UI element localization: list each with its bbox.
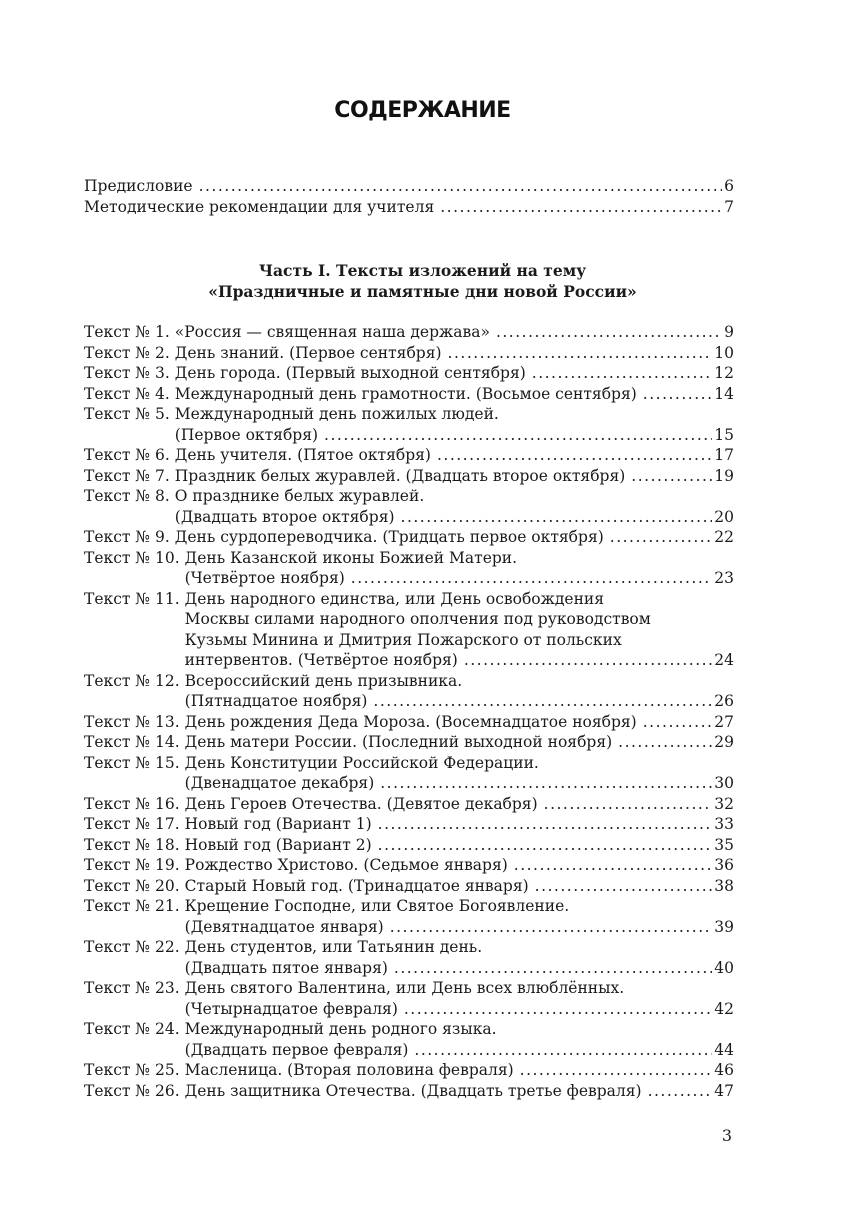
dot-leader [378, 814, 713, 835]
page-title: СОДЕРЖАНИЕ [334, 98, 511, 123]
toc-entry-number: Текст № 18. [84, 835, 180, 854]
dot-leader [440, 197, 722, 218]
toc-entry-last-line [185, 712, 734, 733]
toc-entry-title-line: Масленица. (Вторая половина февраля) [184, 1061, 514, 1079]
toc-entry [84, 855, 734, 876]
toc-entry-number: Текст № 24. [84, 1020, 180, 1038]
toc-entry-body [185, 978, 734, 1019]
toc-entry-number: Текст № 10. [84, 548, 180, 567]
toc-entry-title-line: День святого Валентина, или День всех влюблённых. [184, 979, 625, 997]
toc-entry-number: Текст № 20. [84, 876, 180, 895]
toc-entry-number: Текст № 12. [84, 671, 180, 690]
toc-entry [84, 978, 734, 1019]
toc-entry-body [175, 445, 734, 466]
toc-entry-title-line: Кузьмы Минина и Дмитрия Пожарского от польских [184, 630, 622, 649]
toc-entry [84, 753, 734, 794]
toc-entry-number: Текст № 17. [84, 815, 180, 833]
toc-entry-last-line [175, 425, 734, 446]
toc-entry [84, 363, 734, 384]
part-heading-line-2: «Праздничные и памятные дни новой России» [208, 282, 637, 301]
toc-entry-title-line: (Двенадцатое декабря) [184, 774, 375, 792]
toc-entry-number: Текст № 9. [84, 528, 170, 546]
toc-entry-body [185, 732, 734, 753]
toc-entry-body [185, 876, 734, 897]
toc-entry-last-line [185, 999, 734, 1020]
toc-page-number: 6 [724, 177, 734, 195]
toc-entry-last-line [185, 568, 734, 589]
toc-entry-number: Текст № 22. [84, 938, 180, 956]
toc-entry [84, 1019, 734, 1060]
toc-entry [84, 712, 734, 733]
toc-entry-number: Текст № 19. [84, 856, 180, 874]
dot-leader [514, 855, 712, 876]
toc-entry-number: Текст № 26. [84, 1081, 180, 1100]
toc-entry-last-line [185, 958, 734, 979]
toc-entry-title-line: Международный день родного языка. [184, 1020, 497, 1038]
toc-entry-body [185, 712, 734, 733]
toc-page-number: 33 [714, 815, 734, 833]
part-heading-line-1: Часть I. Тексты изложений на тему [258, 261, 587, 280]
toc-page-number: 22 [714, 528, 734, 546]
toc-entry-title-line: День Казанской иконы Божией Матери. [184, 548, 518, 567]
toc-page-number: 7 [724, 197, 734, 216]
toc-entry-title-line: Москвы силами народного ополчения под руководством [184, 610, 651, 628]
dot-leader [648, 1081, 713, 1102]
toc-entry-last-line [185, 732, 734, 753]
toc-entry-title-line: «Россия — священная наша держава» [174, 323, 490, 341]
toc-entry-title-line: День рождения Деда Мороза. (Восемнадцатое ноября) [184, 712, 637, 731]
toc-entry-title-line: (Четырнадцатое февраля) [184, 999, 398, 1018]
dot-leader [390, 917, 713, 938]
dot-leader [643, 384, 712, 405]
toc-intro-row [84, 197, 734, 218]
toc-entry [84, 814, 734, 835]
dot-leader [437, 445, 712, 466]
dot-leader [380, 773, 712, 794]
toc-page-number: 20 [714, 507, 734, 526]
page-number: 3 [721, 1126, 732, 1145]
dot-leader [610, 527, 713, 548]
toc-entry [84, 527, 734, 548]
toc-page-number: 19 [714, 466, 734, 485]
toc-page-number: 29 [714, 733, 734, 751]
dot-leader [618, 732, 712, 753]
toc-entry-last-line [185, 917, 734, 938]
toc-entry-last-line [185, 691, 734, 712]
dot-leader [535, 876, 713, 897]
toc-entry-last-line [185, 794, 734, 815]
toc-entry-title-line: Новый год (Вариант 2) [184, 835, 372, 854]
toc-entry-body [185, 855, 734, 876]
toc-page-number: 15 [714, 425, 734, 444]
toc-entry-title-line: (Двадцать второе октября) [174, 507, 395, 526]
toc-entry-body [185, 814, 734, 835]
dot-leader [532, 363, 712, 384]
toc-entry-number: Текст № 4. [84, 384, 170, 403]
toc-entry [84, 404, 734, 445]
toc-entry-title-line: Крещение Господне, или Святое Богоявление. [184, 897, 570, 915]
toc-page-number: 32 [714, 794, 734, 813]
toc-entry-body [175, 527, 734, 548]
toc-entry-number: Текст № 11. [84, 589, 180, 608]
toc-entry [84, 486, 734, 527]
toc-entry-body [185, 937, 734, 978]
dot-leader [496, 322, 722, 343]
toc-entry-last-line [185, 1060, 734, 1081]
toc-entry-title-line: День знаний. (Первое сентября) [174, 343, 442, 362]
toc-entry-last-line [185, 1081, 734, 1102]
toc-page-number: 9 [724, 323, 734, 341]
toc-entry-last-line [185, 814, 734, 835]
toc-entry [84, 671, 734, 712]
toc-entry-last-line [175, 527, 734, 548]
toc-entries [84, 322, 734, 1101]
toc-entry-last-line [185, 650, 734, 671]
toc-entry-body [185, 835, 734, 856]
toc-entry [84, 445, 734, 466]
toc-entry-body [185, 753, 734, 794]
toc-entry-title-line: День матери России. (Последний выходной ноября) [184, 733, 613, 751]
toc-entry-number: Текст № 13. [84, 712, 180, 731]
toc-entry [84, 548, 734, 589]
toc-entry-last-line [185, 855, 734, 876]
toc-entry [84, 876, 734, 897]
toc-page-number: 36 [714, 856, 734, 874]
dot-leader [544, 794, 713, 815]
toc-page-number: 42 [714, 999, 734, 1018]
toc-entry [84, 732, 734, 753]
toc-entry-title-line: интервентов. (Четвёртое ноября) [184, 651, 458, 669]
toc-entry [84, 466, 734, 487]
toc-intro-row [84, 176, 734, 197]
toc-page-number: 30 [714, 774, 734, 792]
toc-entry-body [175, 384, 734, 405]
part-heading [0, 260, 845, 302]
toc-entry-body [175, 466, 734, 487]
dot-leader [448, 343, 713, 364]
toc-entry-title-line: (Первое октября) [174, 425, 319, 444]
toc-page-number: 17 [714, 446, 734, 464]
toc-entry-number: Текст № 7. [84, 466, 170, 485]
toc-entry-title-line: День города. (Первый выходной сентября) [174, 364, 526, 382]
toc-page-number: 39 [714, 917, 734, 936]
dot-leader [373, 691, 712, 712]
toc-entry-number: Текст № 1. [84, 323, 170, 341]
toc-entry-body [175, 322, 734, 343]
toc-entry-title-line: День народного единства, или День освобождения [184, 589, 605, 608]
toc-entry-number: Текст № 2. [84, 343, 170, 362]
toc-entry-title-line: Международный день грамотности. (Восьмое сентября) [174, 384, 637, 403]
dot-leader [464, 650, 712, 671]
toc-entry-title-line: (Двадцать первое февраля) [184, 1040, 409, 1059]
toc-page-number: 27 [714, 712, 734, 731]
toc-entry-last-line [185, 773, 734, 794]
toc-entry-title-line: Новый год (Вариант 1) [184, 815, 372, 833]
dot-leader [404, 999, 712, 1020]
toc-entry-last-line [185, 876, 734, 897]
toc-page-number: 23 [714, 569, 734, 587]
toc-entry-last-line [175, 343, 734, 364]
toc-entry-title-line: Рождество Христово. (Седьмое января) [184, 856, 508, 874]
toc-entry-last-line [175, 322, 734, 343]
toc-page-number: 10 [714, 343, 734, 362]
toc-entry-title-line: О празднике белых журавлей. [174, 487, 425, 505]
toc-entry-number: Текст № 25. [84, 1061, 180, 1079]
toc-page-number: 40 [714, 958, 734, 977]
dot-leader [631, 466, 712, 487]
toc-entry-last-line [175, 445, 734, 466]
toc-entry-title-line: Всероссийский день призывника. [184, 671, 463, 690]
toc-entry [84, 896, 734, 937]
dot-leader [643, 712, 713, 733]
toc-entry [84, 937, 734, 978]
toc-entry [84, 835, 734, 856]
toc-entry [84, 343, 734, 364]
toc-entry-number: Текст № 23. [84, 979, 180, 997]
toc-entry-number: Текст № 21. [84, 897, 180, 915]
toc-entry-last-line [185, 835, 734, 856]
intro-list [84, 176, 734, 217]
toc-entry-title-line: День учителя. (Пятое октября) [174, 446, 431, 464]
dot-leader [401, 507, 713, 528]
toc-entry-body [185, 794, 734, 815]
toc-entry-title-line: День Героев Отечества. (Девятое декабря) [184, 794, 538, 813]
toc-entry-last-line [175, 466, 734, 487]
toc-entry-last-line [175, 384, 734, 405]
toc-entry [84, 794, 734, 815]
toc-entry-body [175, 404, 734, 445]
toc-entry-title-line: (Двадцать пятое января) [184, 958, 388, 977]
toc-page-number: 26 [714, 692, 734, 710]
toc-entry-number: Текст № 8. [84, 487, 170, 505]
toc-entry-last-line [175, 363, 734, 384]
dot-leader [199, 176, 723, 197]
toc-entry-title: Методические рекомендации для учителя [84, 197, 435, 216]
toc-entry-body [185, 1060, 734, 1081]
toc-entry-title-line: День студентов, или Татьянин день. [184, 938, 483, 956]
toc-entry-body [185, 1019, 734, 1060]
toc-entry-number: Текст № 3. [84, 364, 170, 382]
dot-leader [324, 425, 712, 446]
toc-entry-title-line: Старый Новый год. (Тринадцатое января) [184, 876, 529, 895]
toc-page-number: 46 [714, 1061, 734, 1079]
toc-entry-number: Текст № 16. [84, 794, 180, 813]
toc-entry-body [185, 548, 734, 589]
toc-entry-title-line: День защитника Отечества. (Двадцать третье февраля) [184, 1081, 642, 1100]
toc-entry-body [185, 671, 734, 712]
toc-entry-title-line: День сурдопереводчика. (Тридцать первое октября) [174, 528, 604, 546]
toc-page-number: 24 [714, 651, 734, 669]
toc-entry-number: Текст № 5. [84, 405, 170, 423]
dot-leader [520, 1060, 713, 1081]
toc-entry [84, 1081, 734, 1102]
toc-page-number: 14 [714, 384, 734, 403]
toc-entry-title-line: (Четвёртое ноября) [184, 569, 345, 587]
toc-entry-last-line [185, 1040, 734, 1061]
toc-entry-body [185, 1081, 734, 1102]
toc-entry-body [185, 896, 734, 937]
toc-entry-title: Предисловие [84, 177, 193, 195]
toc-page-number: 35 [714, 835, 734, 854]
toc-entry-body [175, 343, 734, 364]
dot-leader [414, 1040, 712, 1061]
dot-leader [378, 835, 713, 856]
toc-entry-title-line: (Девятнадцатое января) [184, 917, 384, 936]
toc-entry-title-line: Международный день пожилых людей. [174, 405, 499, 423]
toc-entry-title-line: День Конституции Российской Федерации. [184, 753, 539, 772]
toc-entry-title-line: (Пятнадцатое ноября) [184, 692, 368, 710]
toc-entry-body [175, 486, 734, 527]
toc-entry [84, 322, 734, 343]
dot-leader [351, 568, 713, 589]
toc-entry-last-line [175, 507, 734, 528]
toc-entry [84, 589, 734, 671]
toc-entry-body [175, 363, 734, 384]
toc-page-number: 44 [714, 1040, 734, 1059]
toc-entry-title-line: Праздник белых журавлей. (Двадцать второе октября) [174, 466, 626, 485]
toc-page-number: 47 [714, 1081, 734, 1100]
toc-entry-number: Текст № 6. [84, 446, 170, 464]
toc-page-number: 38 [714, 876, 734, 895]
toc-page-number: 12 [714, 364, 734, 382]
toc-entry-number: Текст № 14. [84, 733, 180, 751]
toc-entry-body [185, 589, 734, 671]
dot-leader [394, 958, 712, 979]
toc-entry-number: Текст № 15. [84, 753, 180, 772]
toc-entry [84, 384, 734, 405]
toc-entry [84, 1060, 734, 1081]
